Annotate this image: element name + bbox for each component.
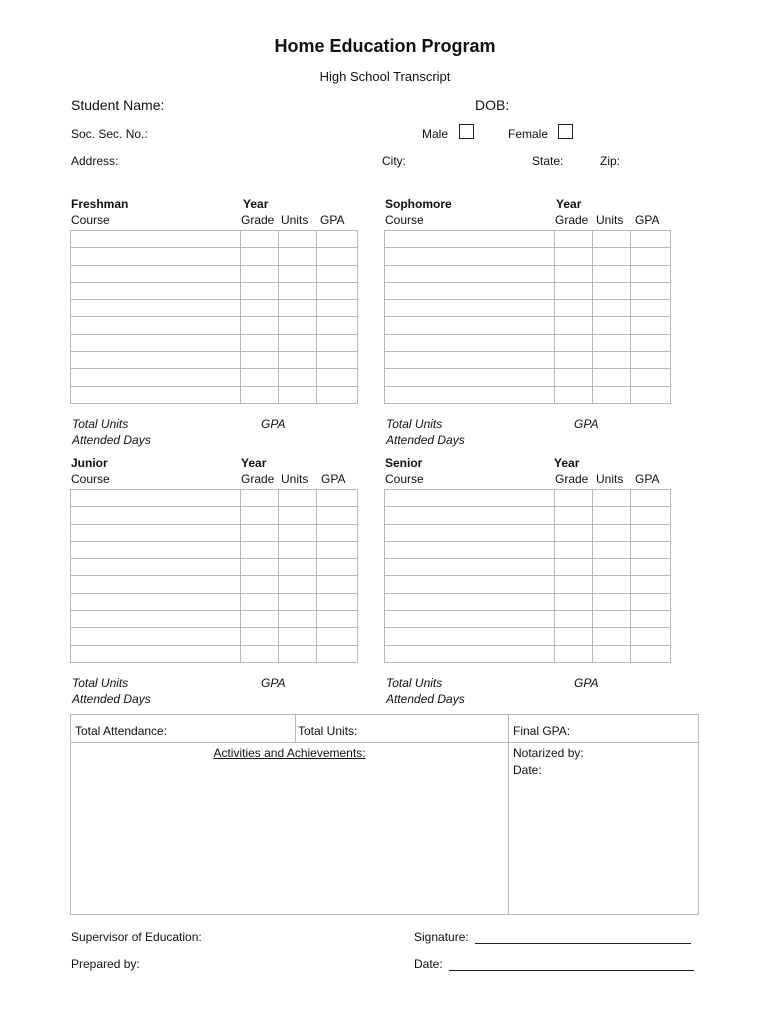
units-cell[interactable]: [279, 317, 317, 334]
table-row[interactable]: [71, 524, 358, 541]
dob-label: DOB:: [475, 97, 510, 113]
table-row[interactable]: [385, 248, 671, 265]
course-grid[interactable]: [384, 230, 671, 404]
course-cell[interactable]: [385, 524, 555, 541]
gpa-cell[interactable]: [631, 386, 671, 403]
course-cell[interactable]: [385, 507, 555, 524]
gpa-footer-label: GPA: [261, 417, 286, 431]
grade-cell[interactable]: [241, 386, 279, 403]
gpa-cell[interactable]: [317, 524, 358, 541]
page-subtitle: High School Transcript: [319, 69, 451, 84]
table-row[interactable]: [385, 593, 671, 610]
grade-cell[interactable]: [241, 369, 279, 386]
grade-cell[interactable]: [241, 559, 279, 576]
course-column-header: Course: [71, 213, 110, 227]
grade-cell[interactable]: [241, 352, 279, 369]
table-row[interactable]: [385, 265, 671, 282]
units-cell[interactable]: [593, 282, 631, 299]
table-row[interactable]: [385, 576, 671, 593]
table-row[interactable]: [71, 490, 358, 507]
date-line[interactable]: [449, 958, 694, 971]
course-column-header: Course: [71, 472, 110, 486]
course-cell[interactable]: [385, 386, 555, 403]
table-row[interactable]: [385, 317, 671, 334]
gpa-cell[interactable]: [631, 334, 671, 351]
course-cell[interactable]: [71, 490, 241, 507]
male-label: Male: [422, 127, 449, 141]
female-checkbox[interactable]: [558, 124, 573, 139]
gpa-cell[interactable]: [317, 593, 358, 610]
grade-cell[interactable]: [241, 541, 279, 558]
gpa-cell[interactable]: [317, 490, 358, 507]
grade-cell[interactable]: [555, 265, 593, 282]
units-cell[interactable]: [279, 490, 317, 507]
total-units-label: Total Units: [386, 417, 443, 431]
gpa-cell[interactable]: [631, 265, 671, 282]
total-units-field[interactable]: Total Units:: [298, 724, 358, 738]
gpa-cell[interactable]: [317, 645, 358, 662]
units-cell[interactable]: [593, 352, 631, 369]
table-row[interactable]: [385, 352, 671, 369]
units-cell[interactable]: [593, 628, 631, 645]
gpa-cell[interactable]: [631, 628, 671, 645]
signature-field[interactable]: [414, 930, 691, 944]
units-cell[interactable]: [279, 611, 317, 628]
grade-cell[interactable]: [241, 645, 279, 662]
units-cell[interactable]: [593, 559, 631, 576]
male-checkbox[interactable]: [459, 124, 474, 139]
table-row[interactable]: [71, 352, 358, 369]
course-column-header: Course: [385, 472, 424, 486]
grade-cell[interactable]: [555, 231, 593, 248]
gpa-cell[interactable]: [317, 231, 358, 248]
course-column-header: Course: [385, 213, 424, 227]
units-cell[interactable]: [279, 386, 317, 403]
grade-cell[interactable]: [241, 300, 279, 317]
course-cell[interactable]: [71, 645, 241, 662]
table-row[interactable]: [71, 386, 358, 403]
attended-days-label: Attended Days: [386, 692, 465, 706]
course-cell[interactable]: [71, 541, 241, 558]
units-cell[interactable]: [279, 265, 317, 282]
gpa-cell[interactable]: [317, 507, 358, 524]
course-cell[interactable]: [71, 282, 241, 299]
grade-cell[interactable]: [555, 576, 593, 593]
gpa-column-header: GPA: [321, 472, 346, 486]
units-column-header: Units: [596, 472, 624, 486]
units-cell[interactable]: [279, 645, 317, 662]
grade-column-header: Grade: [241, 213, 275, 227]
gpa-cell[interactable]: [317, 265, 358, 282]
course-cell[interactable]: [71, 300, 241, 317]
table-row[interactable]: [71, 593, 358, 610]
grade-cell[interactable]: [555, 524, 593, 541]
units-cell[interactable]: [593, 317, 631, 334]
gpa-cell[interactable]: [631, 559, 671, 576]
table-row[interactable]: [385, 369, 671, 386]
course-cell[interactable]: [71, 524, 241, 541]
gpa-cell[interactable]: [317, 282, 358, 299]
grade-cell[interactable]: [241, 593, 279, 610]
course-cell[interactable]: [71, 559, 241, 576]
table-row[interactable]: [71, 300, 358, 317]
table-row[interactable]: [71, 231, 358, 248]
grade-cell[interactable]: [555, 282, 593, 299]
gpa-cell[interactable]: [631, 541, 671, 558]
gpa-cell[interactable]: [631, 231, 671, 248]
address-label: Address:: [71, 154, 119, 168]
grade-cell[interactable]: [555, 317, 593, 334]
course-cell[interactable]: [71, 611, 241, 628]
table-row[interactable]: [71, 628, 358, 645]
course-cell[interactable]: [385, 248, 555, 265]
gpa-cell[interactable]: [317, 386, 358, 403]
gpa-cell[interactable]: [631, 352, 671, 369]
units-cell[interactable]: [279, 231, 317, 248]
divider: [295, 715, 296, 742]
year-section-title: Junior: [71, 456, 108, 470]
gpa-cell[interactable]: [631, 282, 671, 299]
units-column-header: Units: [281, 472, 309, 486]
units-cell[interactable]: [593, 490, 631, 507]
grade-cell[interactable]: [555, 386, 593, 403]
units-cell[interactable]: [593, 300, 631, 317]
year-label: Year: [243, 197, 269, 211]
gpa-cell[interactable]: [631, 300, 671, 317]
units-cell[interactable]: [279, 248, 317, 265]
gpa-cell[interactable]: [631, 248, 671, 265]
units-cell[interactable]: [593, 576, 631, 593]
grade-cell[interactable]: [555, 507, 593, 524]
gpa-cell[interactable]: [631, 317, 671, 334]
course-cell[interactable]: [71, 628, 241, 645]
course-cell[interactable]: [385, 282, 555, 299]
attended-days-label: Attended Days: [72, 692, 151, 706]
table-row[interactable]: [385, 559, 671, 576]
grade-cell[interactable]: [241, 611, 279, 628]
summary-box: [70, 714, 699, 915]
gpa-cell[interactable]: [317, 317, 358, 334]
units-cell[interactable]: [593, 611, 631, 628]
course-cell[interactable]: [385, 628, 555, 645]
grade-cell[interactable]: [555, 541, 593, 558]
course-cell[interactable]: [385, 265, 555, 282]
units-cell[interactable]: [593, 645, 631, 662]
notary-date-field[interactable]: Date:: [513, 763, 542, 777]
notarized-by-field[interactable]: Notarized by:: [513, 746, 584, 760]
table-row[interactable]: [385, 611, 671, 628]
divider: [71, 742, 698, 743]
units-cell[interactable]: [593, 593, 631, 610]
gpa-cell[interactable]: [317, 369, 358, 386]
units-column-header: Units: [596, 213, 624, 227]
date-field[interactable]: [414, 957, 694, 971]
course-cell[interactable]: [385, 559, 555, 576]
attended-days-label: Attended Days: [72, 433, 151, 447]
year-section-title: Sophomore: [385, 197, 452, 211]
female-label: Female: [508, 127, 549, 141]
units-cell[interactable]: [593, 231, 631, 248]
gpa-cell[interactable]: [317, 576, 358, 593]
grade-cell[interactable]: [555, 593, 593, 610]
course-grid[interactable]: [70, 230, 358, 404]
grade-cell[interactable]: [555, 369, 593, 386]
units-cell[interactable]: [593, 265, 631, 282]
total-attendance-field[interactable]: Total Attendance:: [75, 724, 168, 738]
table-row[interactable]: [71, 248, 358, 265]
table-row[interactable]: [385, 231, 671, 248]
gpa-cell[interactable]: [317, 300, 358, 317]
units-cell[interactable]: [279, 282, 317, 299]
table-row[interactable]: [385, 628, 671, 645]
year-label: Year: [241, 456, 267, 470]
course-cell[interactable]: [71, 593, 241, 610]
gpa-cell[interactable]: [631, 645, 671, 662]
table-row[interactable]: [71, 317, 358, 334]
grade-cell[interactable]: [241, 282, 279, 299]
table-row[interactable]: [385, 490, 671, 507]
units-cell[interactable]: [279, 334, 317, 351]
course-cell[interactable]: [71, 231, 241, 248]
course-cell[interactable]: [385, 352, 555, 369]
table-row[interactable]: [385, 541, 671, 558]
gpa-cell[interactable]: [317, 611, 358, 628]
grade-cell[interactable]: [241, 507, 279, 524]
gpa-cell[interactable]: [317, 248, 358, 265]
table-row[interactable]: [71, 559, 358, 576]
course-cell[interactable]: [385, 300, 555, 317]
total-units-label: Total Units: [72, 417, 129, 431]
divider: [508, 715, 509, 914]
course-grid[interactable]: [70, 489, 358, 663]
table-row[interactable]: [71, 369, 358, 386]
grade-cell[interactable]: [555, 628, 593, 645]
units-cell[interactable]: [593, 524, 631, 541]
table-row[interactable]: [385, 507, 671, 524]
course-cell[interactable]: [385, 334, 555, 351]
gpa-footer-label: GPA: [574, 676, 599, 690]
course-cell[interactable]: [385, 611, 555, 628]
units-cell[interactable]: [593, 248, 631, 265]
course-cell[interactable]: [71, 248, 241, 265]
course-cell[interactable]: [385, 593, 555, 610]
units-cell[interactable]: [279, 593, 317, 610]
student-name-label: Student Name:: [71, 97, 165, 113]
grade-cell[interactable]: [241, 524, 279, 541]
units-cell[interactable]: [279, 524, 317, 541]
table-row[interactable]: [385, 300, 671, 317]
gpa-cell[interactable]: [631, 524, 671, 541]
table-row[interactable]: [71, 611, 358, 628]
course-cell[interactable]: [385, 231, 555, 248]
table-row[interactable]: [385, 282, 671, 299]
grade-cell[interactable]: [241, 576, 279, 593]
table-row[interactable]: [71, 541, 358, 558]
gpa-column-header: GPA: [635, 213, 660, 227]
grade-cell[interactable]: [241, 628, 279, 645]
table-row[interactable]: [71, 576, 358, 593]
gpa-cell[interactable]: [317, 559, 358, 576]
grade-column-header: Grade: [555, 213, 589, 227]
gpa-cell[interactable]: [631, 507, 671, 524]
total-units-label: Total Units: [72, 676, 129, 690]
course-cell[interactable]: [71, 576, 241, 593]
state-label: State:: [532, 154, 564, 168]
supervisor-label: Supervisor of Education:: [71, 930, 202, 944]
grade-cell[interactable]: [555, 490, 593, 507]
gpa-footer-label: GPA: [574, 417, 599, 431]
units-column-header: Units: [281, 213, 309, 227]
grade-cell[interactable]: [241, 490, 279, 507]
units-cell[interactable]: [593, 507, 631, 524]
course-cell[interactable]: [71, 317, 241, 334]
city-label: City:: [382, 154, 406, 168]
grade-cell[interactable]: [241, 231, 279, 248]
gpa-column-header: GPA: [635, 472, 660, 486]
grade-cell[interactable]: [241, 248, 279, 265]
course-cell[interactable]: [71, 386, 241, 403]
course-cell[interactable]: [385, 576, 555, 593]
grade-cell[interactable]: [241, 265, 279, 282]
course-cell[interactable]: [385, 490, 555, 507]
table-row[interactable]: [71, 645, 358, 662]
table-row[interactable]: [385, 386, 671, 403]
course-cell[interactable]: [71, 369, 241, 386]
activities-heading: Activities and Achievements:: [213, 746, 366, 760]
gpa-cell[interactable]: [631, 369, 671, 386]
table-row[interactable]: [71, 334, 358, 351]
grade-column-header: Grade: [555, 472, 589, 486]
grade-cell[interactable]: [241, 317, 279, 334]
table-row[interactable]: [385, 645, 671, 662]
units-cell[interactable]: [279, 576, 317, 593]
gpa-cell[interactable]: [317, 628, 358, 645]
total-units-label: Total Units: [386, 676, 443, 690]
gpa-cell[interactable]: [317, 541, 358, 558]
year-section-title: Freshman: [71, 197, 129, 211]
units-cell[interactable]: [279, 628, 317, 645]
units-cell[interactable]: [593, 541, 631, 558]
gpa-footer-label: GPA: [261, 676, 286, 690]
course-grid[interactable]: [384, 489, 671, 663]
gpa-cell[interactable]: [631, 593, 671, 610]
units-cell[interactable]: [279, 507, 317, 524]
table-row[interactable]: [71, 507, 358, 524]
units-cell[interactable]: [279, 352, 317, 369]
ssn-label: Soc. Sec. No.:: [71, 127, 148, 141]
grade-cell[interactable]: [555, 300, 593, 317]
course-cell[interactable]: [71, 352, 241, 369]
units-cell[interactable]: [279, 541, 317, 558]
table-row[interactable]: [385, 524, 671, 541]
course-cell[interactable]: [385, 541, 555, 558]
year-label: Year: [554, 456, 580, 470]
signature-label: Signature:: [414, 930, 469, 944]
page-title: Home Education Program: [274, 36, 496, 56]
date-label: Date:: [414, 957, 443, 971]
course-cell[interactable]: [71, 265, 241, 282]
course-cell[interactable]: [71, 507, 241, 524]
gpa-cell[interactable]: [631, 611, 671, 628]
final-gpa-field[interactable]: Final GPA:: [513, 724, 571, 738]
course-cell[interactable]: [385, 317, 555, 334]
units-cell[interactable]: [593, 386, 631, 403]
grade-cell[interactable]: [555, 645, 593, 662]
gpa-cell[interactable]: [631, 576, 671, 593]
gpa-cell[interactable]: [317, 352, 358, 369]
grade-cell[interactable]: [555, 559, 593, 576]
course-cell[interactable]: [71, 334, 241, 351]
course-cell[interactable]: [385, 369, 555, 386]
prepared-by-label: Prepared by:: [71, 957, 140, 971]
units-cell[interactable]: [279, 300, 317, 317]
grade-cell[interactable]: [555, 248, 593, 265]
grade-cell[interactable]: [555, 611, 593, 628]
grade-column-header: Grade: [241, 472, 275, 486]
grade-cell[interactable]: [555, 334, 593, 351]
units-cell[interactable]: [279, 559, 317, 576]
attended-days-label: Attended Days: [386, 433, 465, 447]
table-row[interactable]: [71, 282, 358, 299]
gpa-cell[interactable]: [631, 490, 671, 507]
course-cell[interactable]: [385, 645, 555, 662]
table-row[interactable]: [385, 334, 671, 351]
grade-cell[interactable]: [241, 334, 279, 351]
grade-cell[interactable]: [555, 352, 593, 369]
units-cell[interactable]: [593, 369, 631, 386]
signature-line[interactable]: [475, 931, 691, 944]
zip-label: Zip:: [600, 154, 621, 168]
units-cell[interactable]: [593, 334, 631, 351]
gpa-cell[interactable]: [317, 334, 358, 351]
year-section-title: Senior: [385, 456, 423, 470]
gpa-column-header: GPA: [320, 213, 345, 227]
year-label: Year: [556, 197, 582, 211]
units-cell[interactable]: [279, 369, 317, 386]
table-row[interactable]: [71, 265, 358, 282]
